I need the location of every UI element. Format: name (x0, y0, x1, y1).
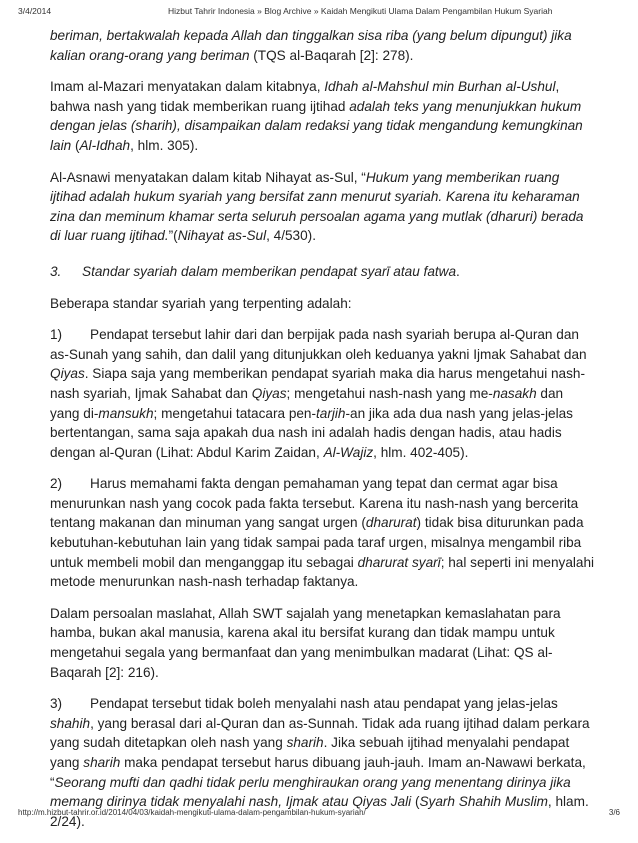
paragraph-maslahat: Dalam persoalan maslahat, Allah SWT sajalah yang menetapkan kemaslahatan para hamba, bukan akal manusia, karena akal itu bersifat kurang dan tidak mampu untuk mengetahui segala yang bermanfaat dan yang menimbulkan madarat (Lihat: QS al-Baqarah [2]: 216). (50, 605, 561, 680)
section-heading (50, 262, 595, 282)
book-title: Al-Idhah (79, 137, 131, 153)
list-number: 2) (50, 476, 63, 492)
page-header (18, 6, 620, 20)
term: Qiyas (50, 366, 85, 382)
book-title: Al-Wajiz (323, 444, 374, 460)
paragraph-intro: Beberapa standar syariah yang terpenting adalah: (50, 295, 352, 311)
section-title: Standar syariah dalam memberikan pendapat syarī atau fatwa (82, 263, 457, 279)
citation: , hlam. 2/24). (50, 794, 589, 829)
paragraph-point-1 (50, 325, 595, 462)
paragraph-al-asnawi (50, 168, 595, 246)
text: , bahwa nash yang tidak memberikan ruang ijtihad (50, 79, 560, 114)
paragraph-point-2 (50, 474, 595, 592)
page-title: Hizbut Tahrir Indonesia » Blog Archive » Kaidah Mengikuti Ulama Dalam Pengambilan Hukum Syariah (168, 6, 553, 16)
text: ( (411, 794, 420, 810)
citation: , 4/530). (266, 228, 316, 244)
book-title: Nihayat as-Sul (177, 228, 267, 244)
text: Pendapat tersebut tidak boleh menyalahi nash atau pendapat yang jelas-jelas (90, 696, 558, 712)
text: . Jika sebuah ijtihad menyalahi pendapat yang (50, 735, 570, 770)
text: Harus memahami fakta dengan pemahaman yang tepat dan cermat agar bisa menurunkan nash yang cocok pada fakta tersebut. Karena itu nash-nash yang bercerita tentang makanan dan minuman yang sangat urgen ( (50, 476, 579, 531)
quote-text: beriman, bertakwalah kepada Allah dan tinggalkan sisa riba (yang belum dipungut) jika kalian orang-orang yang beriman (50, 28, 572, 63)
text: ; mengetahui nash-nash yang me- (286, 385, 493, 401)
page-footer (18, 808, 620, 820)
text: ) tidak bisa diturunkan pada kebutuhan-kebutuhan lain yang tidak sampai pada taraf urgen, misalnya mengambil riba untuk membeli mobil dan menganggap itu sebagai (50, 515, 584, 570)
term: shahih (50, 715, 91, 731)
list-number: 1) (50, 327, 63, 343)
paragraph-quran-quote (50, 26, 595, 65)
text: Pendapat tersebut lahir dari dan berpijak pada nash syariah berupa al-Quran dan as-Sunah yang sahih, dan dalil yang ditunjukkan oleh keduanya yakni Ijmak Sahabat dan (50, 327, 587, 362)
list-number: 3) (50, 696, 63, 712)
text: maka pendapat tersebut harus dibuang jauh-jauh. Imam an-Nawawi berkata, “ (50, 755, 586, 790)
section-number: 3. (50, 263, 62, 279)
article-body (50, 26, 595, 843)
page-number: 3/6 (608, 808, 620, 817)
quote-text: Hukum yang memberikan ruang ijtihad adalah hukum syariah yang bersifat zann menurut syariah. Karena itu keharaman zina dan meminum khamar serta seluruh persoalan agama yang mutlak (dharuri) berada di luar ruang ijtihad. (50, 169, 584, 244)
paragraph-al-mazari (50, 77, 595, 155)
text: Imam al-Mazari menyatakan dalam kitabnya, (50, 79, 325, 95)
book-title: Idhah al-Mahshul min Burhan al-Ushul (324, 79, 556, 95)
term: Qiyas (251, 385, 287, 401)
quote-text: Seorang mufti dan qadhi tidak perlu menghiraukan orang yang menentang dirinya jika memang dirinya tidak menyalahi nash, Ijmak atau Qiyas Jali (50, 774, 571, 810)
book-title: Syarh Shahih Muslim (419, 794, 548, 810)
citation: , hlm. 402-405). (373, 444, 469, 460)
text: ; mengetahui tatacara pen- (153, 405, 317, 421)
term: sharih (286, 735, 324, 751)
text: ”( (168, 228, 178, 244)
text: Al-Asnawi menyatakan dalam kitab Nihayat as-Sul, “ (50, 169, 366, 185)
term: tarjih (316, 405, 346, 421)
term: sharih (83, 755, 121, 770)
source-url[interactable]: http://m.hizbut-tahrir.or.id/2014/04/03/kaidah-mengikuti-ulama-dalam-pengambilan-hukum-syariah/ (18, 808, 366, 817)
citation: (TQS al-Baqarah [2]: 278). (249, 47, 414, 63)
term: dharurat (365, 515, 417, 531)
print-date: 3/4/2014 (18, 6, 52, 16)
text: ( (71, 137, 80, 153)
term: nasakh (492, 385, 537, 401)
term: dharurat syarī (357, 554, 441, 570)
citation: , hlm. 305). (130, 137, 199, 153)
text: ; hal seperti ini menyalahi metode menurunkan nash-nash terhadap faktanya. (50, 554, 595, 590)
text: , yang berasal dari al-Quran dan as-Sunnah. Tidak ada ruang ijtihad dalam perkara yang sudah ditetapkan oleh nash yang (50, 715, 590, 751)
text: dan yang di- (50, 385, 564, 421)
text: . Siapa saja yang memberikan pendapat syariah maka dia harus mengetahui nash-nash syariah, Ijmak Sahabat dan (50, 366, 585, 401)
text: . (456, 263, 460, 279)
text: -an jika ada dua nash yang jelas-jelas bertentangan, sama saja apakah dua nash ini adalah hadis dengan hadis, atau hadis dengan al-Quran (Lihat: Abdul Karim Zaidan, (50, 405, 573, 460)
term: mansukh (98, 405, 154, 421)
quote-text: adalah teks yang menunjukkan hukum dengan jelas (sharih), disampaikan dalam redaksi yang tidak mengandung kemungkinan lain (50, 98, 583, 153)
